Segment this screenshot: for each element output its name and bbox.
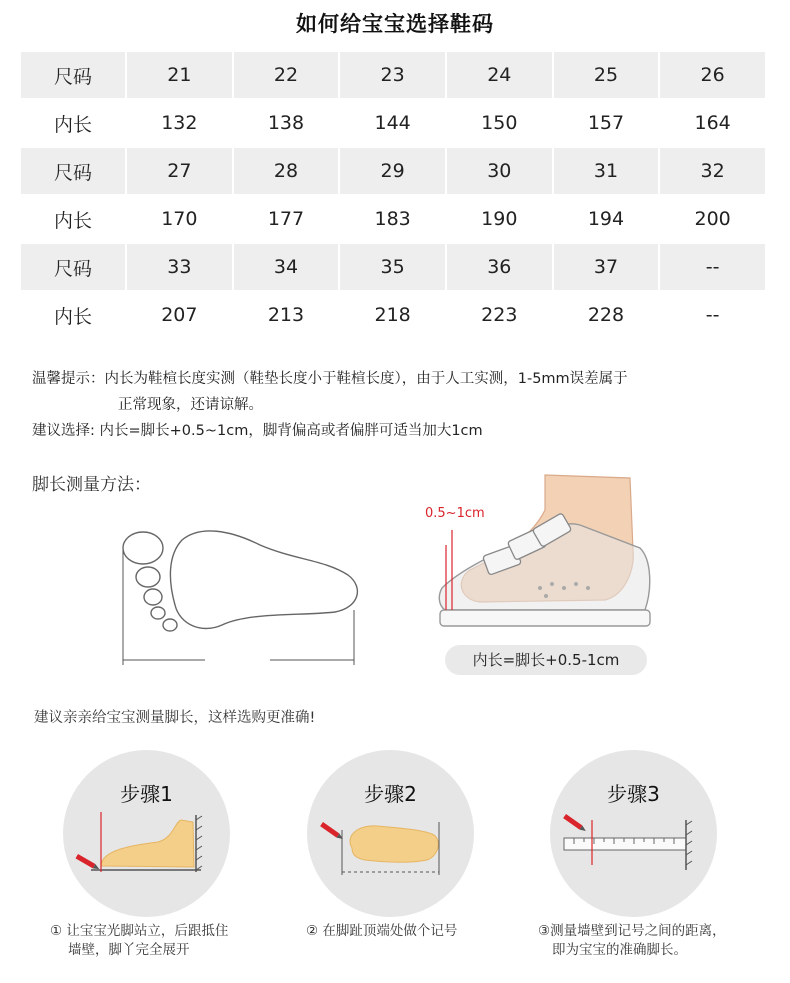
advice-note <box>32 420 483 443</box>
table-cell: 30 <box>447 148 552 194</box>
pencil-icon <box>320 822 344 841</box>
table-cell: 183 <box>340 196 445 242</box>
table-cell: 177 <box>234 196 339 242</box>
table-cell: -- <box>660 244 765 290</box>
step-2-caption-line-1: ② 在脚趾顶端处做个记号 <box>306 923 458 939</box>
table-cell: 27 <box>127 148 232 194</box>
suggest-text: 建议亲亲给宝宝测量脚长，这样选购更准确! <box>34 710 316 726</box>
table-cell: 213 <box>234 292 339 338</box>
row-label: 尺码 <box>21 52 125 98</box>
row-label: 内长 <box>21 196 125 242</box>
tip-line-1: 内长为鞋楦长度实测（鞋垫长度小于鞋楦长度），由于人工实测，1-5mm误差属于 <box>104 371 628 387</box>
table-row <box>21 52 765 98</box>
table-row <box>21 244 765 290</box>
row-label: 内长 <box>21 292 125 338</box>
step-1-caption-line-2: 墙壁，脚丫完全展开 <box>68 942 190 958</box>
step-3-illustration <box>550 750 717 917</box>
table-row <box>21 100 765 146</box>
step-1-title: 步骤1 <box>120 782 173 806</box>
table-cell: 36 <box>447 244 552 290</box>
step-2-circle <box>307 750 474 917</box>
table-row <box>21 196 765 242</box>
table-cell: 29 <box>340 148 445 194</box>
foot-outline-illustration <box>110 520 370 670</box>
advice-text: 内长=脚长+0.5~1cm，脚背偏高或者偏胖可适当加大1cm <box>99 423 483 439</box>
step-2-title: 步骤2 <box>364 782 417 806</box>
table-cell: 33 <box>127 244 232 290</box>
row-label: 内长 <box>21 100 125 146</box>
table-cell: 31 <box>554 148 659 194</box>
table-cell: 37 <box>554 244 659 290</box>
table-cell: -- <box>660 292 765 338</box>
table-cell: 207 <box>127 292 232 338</box>
shoe-fit-illustration <box>430 470 660 635</box>
table-cell: 32 <box>660 148 765 194</box>
table-cell: 25 <box>554 52 659 98</box>
table-cell: 28 <box>234 148 339 194</box>
pencil-icon <box>563 814 587 833</box>
pencil-icon <box>76 854 101 871</box>
step-2-illustration <box>307 750 474 917</box>
step-3-caption-line-2: 即为宝宝的准确脚长。 <box>552 942 687 958</box>
table-cell: 132 <box>127 100 232 146</box>
page-title: 如何给宝宝选择鞋码 <box>296 12 494 36</box>
row-label: 尺码 <box>21 244 125 290</box>
table-cell: 23 <box>340 52 445 98</box>
table-cell: 35 <box>340 244 445 290</box>
table-cell: 22 <box>234 52 339 98</box>
row-label: 尺码 <box>21 148 125 194</box>
step-1-circle <box>63 750 230 917</box>
step-2-caption <box>306 922 457 941</box>
tip-line-2: 正常现象，还请谅解。 <box>118 397 263 413</box>
advice-label: 建议选择: <box>32 423 95 439</box>
table-cell: 223 <box>447 292 552 338</box>
table-cell: 26 <box>660 52 765 98</box>
table-cell: 170 <box>127 196 232 242</box>
size-chart-table <box>19 50 767 340</box>
table-cell: 194 <box>554 196 659 242</box>
table-row <box>21 292 765 338</box>
table-cell: 21 <box>127 52 232 98</box>
step-3-title: 步骤3 <box>607 782 660 806</box>
tip-note-continued <box>118 394 263 417</box>
table-cell: 218 <box>340 292 445 338</box>
step-1-caption <box>50 922 228 960</box>
table-cell: 34 <box>234 244 339 290</box>
step-3-caption-line-1: ③测量墙壁到记号之间的距离， <box>538 923 726 939</box>
table-row <box>21 148 765 194</box>
step-3-circle <box>550 750 717 917</box>
tip-note <box>32 368 628 391</box>
step-3-caption <box>538 922 726 960</box>
table-cell: 228 <box>554 292 659 338</box>
table-cell: 157 <box>554 100 659 146</box>
table-cell: 150 <box>447 100 552 146</box>
method-title: 脚长测量方法： <box>32 475 151 495</box>
table-cell: 24 <box>447 52 552 98</box>
step-1-illustration <box>63 750 230 917</box>
formula-pill: 内长=脚长+0.5-1cm <box>445 645 647 675</box>
table-cell: 144 <box>340 100 445 146</box>
table-cell: 200 <box>660 196 765 242</box>
offset-label: 0.5~1cm <box>425 506 485 521</box>
table-cell: 164 <box>660 100 765 146</box>
tip-label: 温馨提示： <box>32 371 105 387</box>
step-1-caption-line-1: ① 让宝宝光脚站立，后跟抵住 <box>50 923 229 939</box>
table-cell: 190 <box>447 196 552 242</box>
table-cell: 138 <box>234 100 339 146</box>
